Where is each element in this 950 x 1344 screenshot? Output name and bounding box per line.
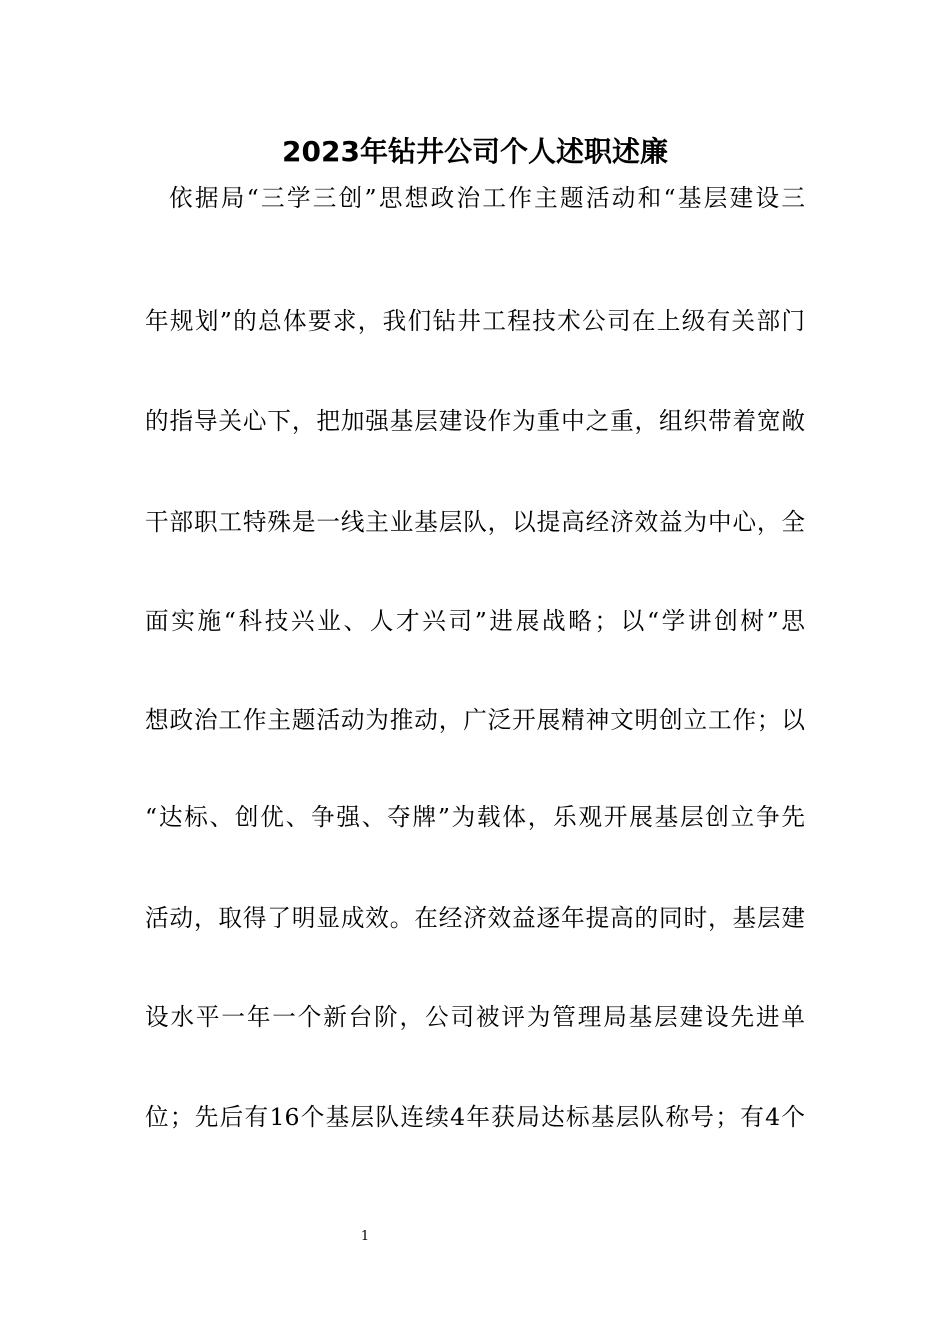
- document-title: 2023年钻井公司个人述职述廉: [282, 135, 668, 168]
- paragraph-line-2: 年规划”的总体要求，我们钻井工程技术公司在上级有关部门: [145, 307, 805, 335]
- paragraph-line-6: 想政治工作主题活动为推动，广泛开展精神文明创立工作；以: [145, 706, 805, 734]
- paragraph-line-8: 活动，取得了明显成效。在经济效益逐年提高的同时，基层建: [145, 904, 805, 932]
- paragraph-line-5: 面实施“科技兴业、人才兴司”进展战略；以“学讲创树”思: [145, 607, 805, 635]
- paragraph-line-10: 位；先后有16个基层队连续4年获局达标基层队称号；有4个: [145, 1103, 805, 1131]
- paragraph-line-4: 干部职工特殊是一线主业基层队，以提高经济效益为中心，全: [145, 508, 805, 536]
- paragraph-line-9: 设水平一年一个新台阶，公司被评为管理局基层建设先进单: [145, 1003, 805, 1031]
- paragraph-line-7: “达标、创优、争强、夺牌”为载体，乐观开展基层创立争先: [145, 803, 805, 831]
- page-number: 1: [360, 1229, 370, 1244]
- paragraph-line-3: 的指导关心下，把加强基层建设作为重中之重，组织带着宽敞: [145, 407, 805, 435]
- paragraph-line-1: 依据局“三学三创”思想政治工作主题活动和“基层建设三: [169, 184, 805, 212]
